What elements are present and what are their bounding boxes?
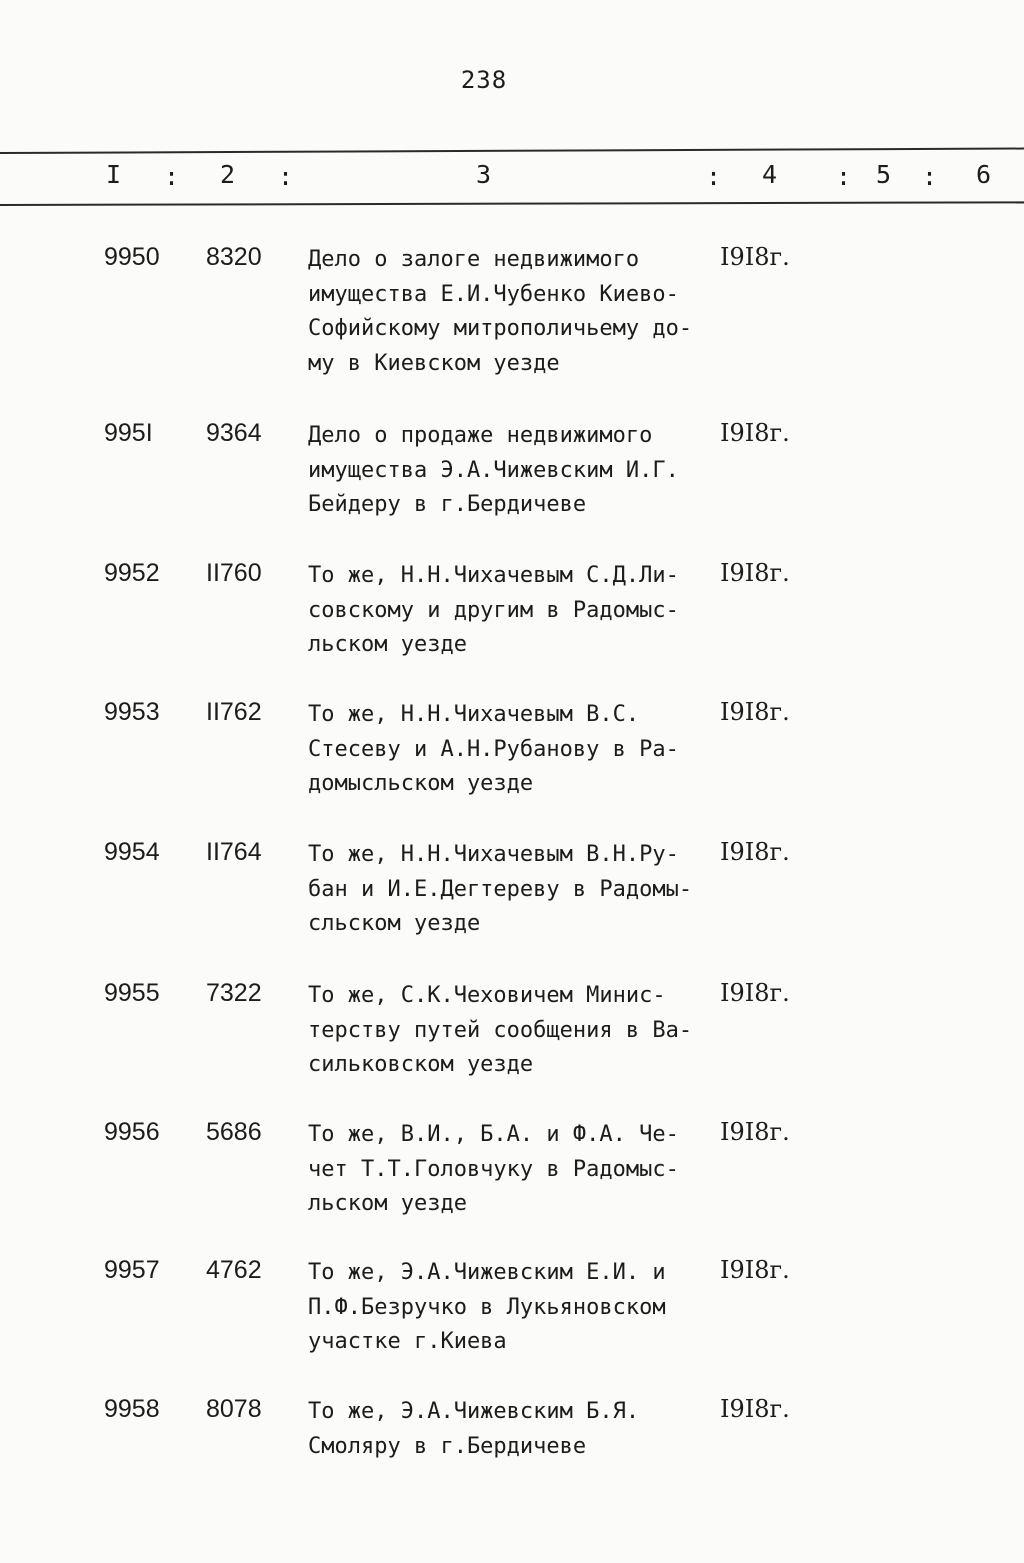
record-title (308, 243, 728, 381)
column-header-1: I (106, 160, 122, 189)
record-title (308, 419, 728, 523)
record-number: 9957 (104, 1256, 160, 1284)
table-row (0, 1118, 1024, 1248)
old-number: 9364 (206, 419, 262, 447)
old-number: II760 (206, 559, 262, 587)
title-line: То же, Н.Н.Чихачевым В.Н.Ру- (308, 842, 679, 867)
record-date: I9I8г. (720, 559, 790, 587)
record-title (308, 1118, 728, 1222)
table-row (0, 559, 1024, 689)
record-number: 9956 (104, 1118, 160, 1146)
record-title (308, 698, 728, 802)
title-line: То же, Э.А.Чижевским Б.Я. (308, 1399, 640, 1424)
title-line: П.Ф.Безручко в Лукьяновском (308, 1294, 666, 1320)
record-title (308, 1395, 728, 1464)
record-date: I9I8г. (720, 419, 790, 447)
title-line: Бейдеру в г.Бердичеве (308, 492, 587, 517)
record-number: 9958 (104, 1395, 160, 1423)
record-number: 9952 (104, 559, 160, 587)
record-date: I9I8г. (720, 838, 790, 866)
title-line: сильковском уезде (308, 1052, 534, 1077)
record-date: I9I8г. (720, 243, 790, 271)
record-title (308, 1256, 728, 1360)
column-header-3: 3 (476, 160, 492, 189)
record-date: I9I8г. (720, 1395, 790, 1423)
old-number: 8078 (206, 1395, 262, 1423)
column-separator: : (922, 162, 938, 191)
title-line: Смоляру в г.Бердичеве (308, 1433, 587, 1459)
column-header-2: 2 (220, 160, 236, 189)
record-number: 9953 (104, 698, 160, 726)
title-line: сльском уезде (308, 911, 481, 936)
record-title (308, 838, 728, 942)
old-number: 4762 (206, 1256, 262, 1284)
table-row (0, 698, 1024, 828)
old-number: 8320 (206, 243, 262, 271)
header-bottom-rule (0, 201, 1024, 206)
column-header-4: 4 (762, 160, 778, 189)
title-line: Стесеву и А.Н.Рубанову в Ра- (308, 736, 679, 762)
record-title (308, 559, 728, 663)
old-number: 5686 (206, 1118, 262, 1146)
column-separator: : (706, 162, 722, 191)
old-number: II762 (206, 698, 262, 726)
title-line: му в Киевском уезде (308, 350, 560, 376)
title-line: имущества Э.А.Чижевским И.Г. (308, 457, 679, 483)
record-date: I9I8г. (720, 1118, 790, 1146)
record-number: 9954 (104, 838, 160, 866)
title-line: Дело о залоге недвижимого (308, 247, 640, 272)
record-number: 9955 (104, 979, 160, 1007)
record-date: I9I8г. (720, 698, 790, 726)
old-number: II764 (206, 838, 262, 866)
title-line: льском уезде (308, 632, 467, 657)
table-row (0, 419, 1024, 549)
title-line: То же, Н.Н.Чихачевым В.С. (308, 702, 640, 727)
title-line: домысльском уезде (308, 771, 534, 796)
column-header-6: 6 (976, 160, 992, 189)
column-header-5: 5 (876, 160, 892, 189)
title-line: То же, В.И., Б.А. и Ф.А. Че- (308, 1122, 679, 1147)
title-line: То же, Э.А.Чижевским Е.И. и (308, 1260, 666, 1285)
table-row (0, 979, 1024, 1109)
page-number: 238 (460, 66, 508, 94)
title-line: чет Т.Т.Головчуку в Радомыс- (308, 1156, 679, 1182)
title-line: Софийскому митрополичьему до- (308, 316, 693, 341)
column-separator: : (278, 162, 294, 191)
header-top-rule (0, 148, 1024, 154)
title-line: участке г.Киева (308, 1329, 507, 1354)
record-number: 9950 (104, 243, 160, 271)
record-number: 995I (104, 419, 153, 447)
record-date: I9I8г. (720, 979, 790, 1007)
column-separator: : (836, 162, 852, 191)
title-line: Дело о продаже недвижимого (308, 423, 653, 448)
table-row (0, 838, 1024, 968)
table-row (0, 1395, 1024, 1525)
title-line: бан и И.Е.Дегтереву в Радомы- (308, 876, 693, 902)
title-line: терству путей сообщения в Ва- (308, 1017, 693, 1043)
record-date: I9I8г. (720, 1256, 790, 1284)
title-line: совскому и другим в Радомыс- (308, 597, 679, 623)
title-line: То же, Н.Н.Чихачевым С.Д.Ли- (308, 563, 679, 588)
table-row (0, 1256, 1024, 1386)
title-line: льском уезде (308, 1191, 467, 1216)
table-row (0, 243, 1024, 376)
title-line: имущества Е.И.Чубенко Киево- (308, 281, 679, 307)
title-line: То же, С.К.Чеховичем Минис- (308, 983, 666, 1008)
record-title (308, 979, 728, 1083)
old-number: 7322 (206, 979, 262, 1007)
column-separator: : (164, 162, 180, 191)
